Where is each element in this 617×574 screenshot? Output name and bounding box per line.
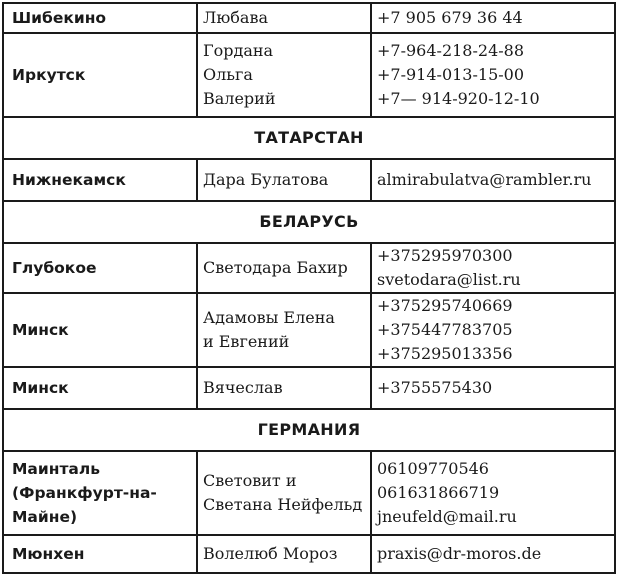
contact-line: jneufeld@mail.ru — [377, 507, 517, 526]
name-line: Светана Нейфельд — [203, 495, 363, 514]
name-line: Световит и — [203, 471, 297, 490]
city-line: Глубокое — [12, 259, 97, 277]
city-line: Минск — [12, 321, 69, 339]
region-title: БЕЛАРУСЬ — [3, 201, 615, 243]
contact-row — [3, 367, 615, 409]
city-cell — [3, 159, 197, 201]
city-line: Маинталь — [12, 460, 101, 478]
contact-line: 06109770546 — [377, 459, 489, 478]
contact-cell — [371, 33, 615, 117]
city-line: Нижнекамск — [12, 171, 126, 189]
contact-cell — [371, 451, 615, 535]
contact-line: +375295970300 — [377, 246, 513, 265]
contact-line: svetodara@list.ru — [377, 270, 521, 289]
contacts-table — [2, 2, 616, 574]
name-line: Гордана — [203, 41, 274, 60]
contact-line: +7-914-013-15-00 — [377, 65, 525, 84]
contact-row — [3, 451, 615, 535]
region-title: ГЕРМАНИЯ — [3, 409, 615, 451]
contact-cell — [371, 293, 615, 367]
contact-line: +7-964-218-24-88 — [377, 41, 525, 60]
contacts-table-body — [3, 3, 615, 573]
city-line: (Франкфурт-на- — [12, 484, 157, 502]
name-line: и Евгений — [203, 332, 290, 351]
name-line: Светодара Бахир — [203, 258, 348, 277]
city-line: Шибекино — [12, 9, 107, 27]
name-line: Вячеслав — [203, 378, 283, 397]
name-cell — [197, 159, 371, 201]
contact-cell — [371, 367, 615, 409]
name-cell — [197, 535, 371, 573]
name-line: Адамовы Елена — [203, 308, 335, 327]
contact-row — [3, 3, 615, 33]
name-line: Ольга — [203, 65, 253, 84]
name-line: Любава — [203, 8, 268, 27]
name-line: Валерий — [203, 89, 276, 108]
contact-line: +375447783705 — [377, 320, 513, 339]
contact-cell — [371, 535, 615, 573]
city-line: Иркутск — [12, 66, 86, 84]
contact-line: +375295013356 — [377, 344, 513, 363]
city-cell — [3, 3, 197, 33]
name-cell — [197, 33, 371, 117]
region-title: ТАТАРСТАН — [3, 117, 615, 159]
contact-line: praxis@dr-moros.de — [377, 544, 542, 563]
contact-row — [3, 33, 615, 117]
contact-cell — [371, 159, 615, 201]
contact-line: +3755575430 — [377, 378, 493, 397]
contact-cell — [371, 243, 615, 293]
region-header-row — [3, 409, 615, 451]
contact-line: +7— 914-920-12-10 — [377, 89, 540, 108]
name-cell — [197, 293, 371, 367]
city-cell — [3, 33, 197, 117]
city-line: Минск — [12, 379, 69, 397]
city-cell — [3, 451, 197, 535]
contact-line: almirabulatva@rambler.ru — [377, 170, 592, 189]
name-cell — [197, 3, 371, 33]
contact-row — [3, 293, 615, 367]
contact-line: +7 905 679 36 44 — [377, 8, 523, 27]
name-cell — [197, 451, 371, 535]
name-line: Волелюб Мороз — [203, 544, 338, 563]
contact-row — [3, 535, 615, 573]
contact-row — [3, 243, 615, 293]
city-line: Майне) — [12, 508, 78, 526]
city-cell — [3, 535, 197, 573]
name-cell — [197, 367, 371, 409]
name-cell — [197, 243, 371, 293]
city-cell — [3, 293, 197, 367]
city-line: Мюнхен — [12, 545, 85, 563]
name-line: Дара Булатова — [203, 170, 329, 189]
contact-row — [3, 159, 615, 201]
contact-line: +375295740669 — [377, 296, 513, 315]
region-header-row — [3, 201, 615, 243]
region-header-row — [3, 117, 615, 159]
city-cell — [3, 367, 197, 409]
contact-cell — [371, 3, 615, 33]
contact-line: 061631866719 — [377, 483, 500, 502]
city-cell — [3, 243, 197, 293]
